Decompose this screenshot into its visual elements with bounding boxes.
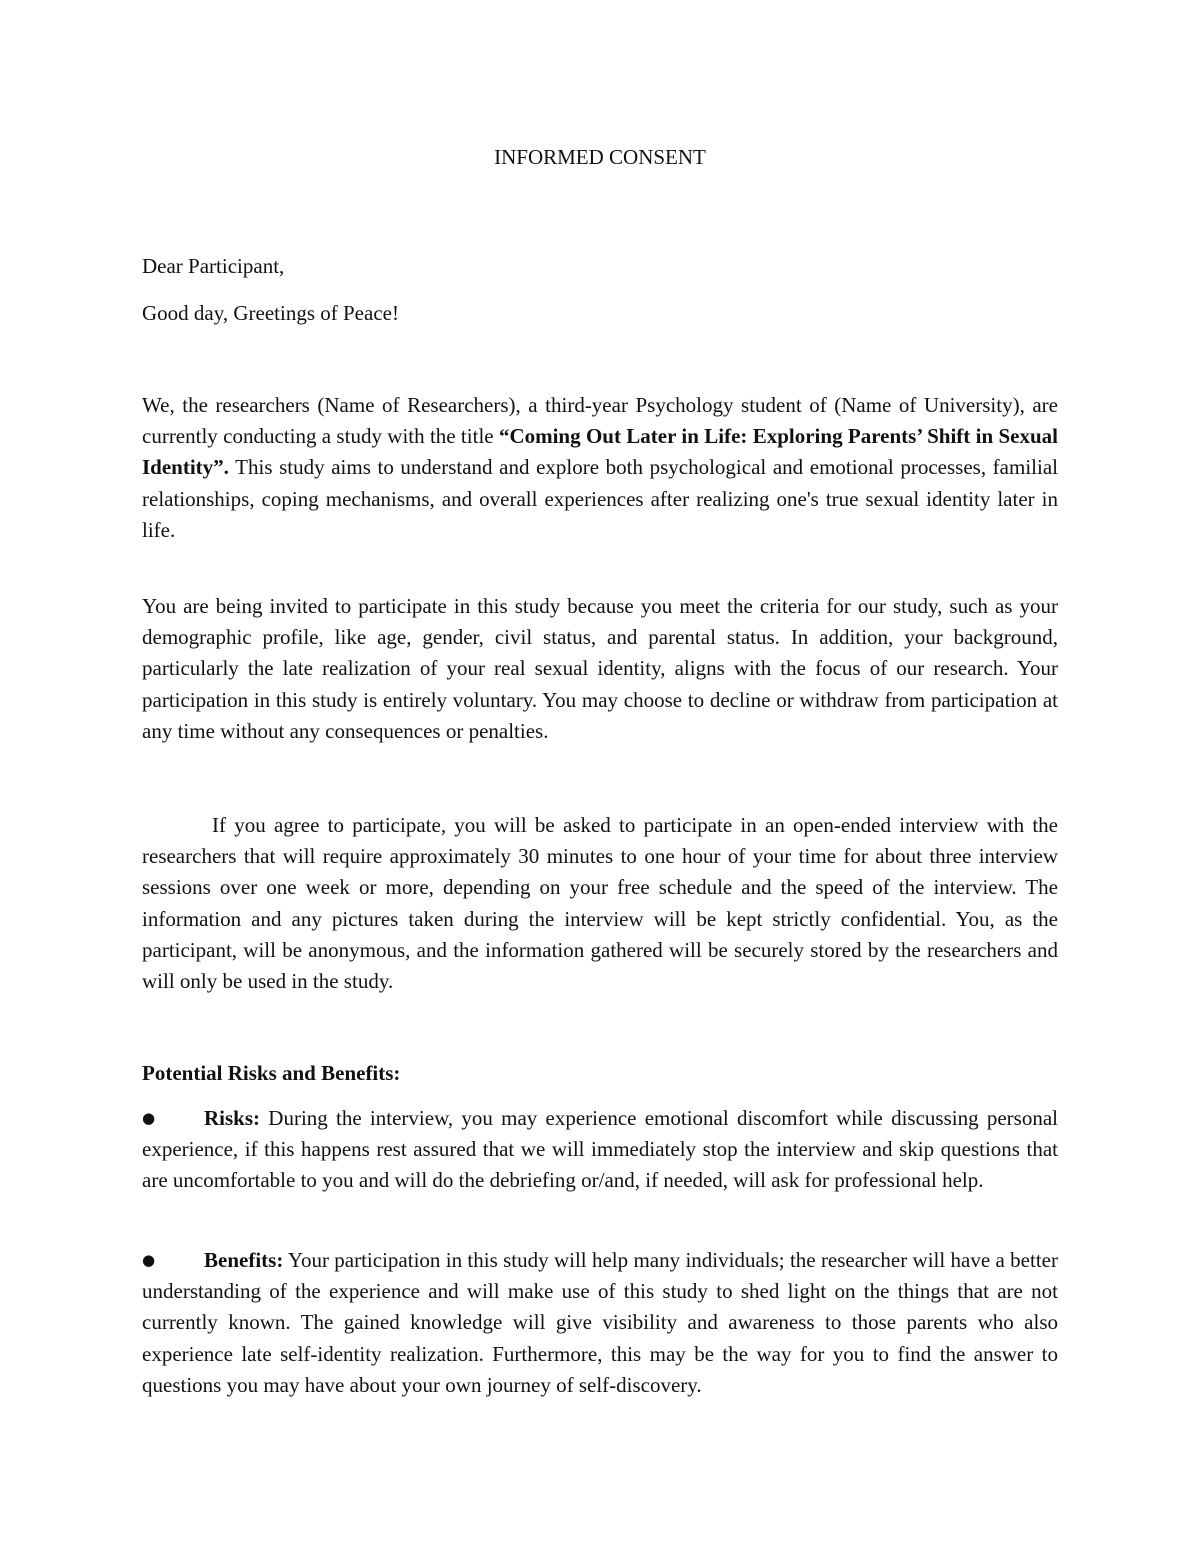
bullet-risks	[142, 1103, 1058, 1197]
bullet-icon: ●	[142, 1251, 156, 1269]
salutation: Dear Participant,	[142, 254, 285, 278]
study-title: “Coming Out Later in Life: Exploring Parents’ Shift in Sexual Identity”.	[142, 424, 1058, 480]
bullet-benefits-label: Benefits:	[204, 1248, 284, 1272]
paragraph-procedure: If you agree to participate, you will be asked to participate in an open-ended interview with the researchers that will require approximately 30 minutes to one hour of your time for about three interview sessions over one week or more, depending on your free schedule and the speed of the interview. The information and any pictures taken during the interview will be kept strictly confidential. You, as the participant, will be anonymous, and the information gathered will be securely stored by the researchers and will only be used in the study.	[142, 813, 1058, 994]
paragraph-invitation: You are being invited to participate in this study because you meet the criteria for our study, such as your demographic profile, like age, gender, civil status, and parental status. In addition, your background, particularly the late realization of your real sexual identity, aligns with the focus of our research. Your participation in this study is entirely voluntary. You may choose to decline or withdraw from participation at any time without any consequences or penalties.	[142, 594, 1058, 743]
bullet-icon: ●	[142, 1109, 156, 1127]
paragraph-study-intro-text: We, the researchers (Name of Researchers), a third-year Psychology student of (Name of University), are currently conducting a study with the title	[142, 393, 1058, 449]
greeting: Good day, Greetings of Peace!	[142, 301, 399, 325]
section-heading-risks-benefits: Potential Risks and Benefits:	[142, 1061, 401, 1085]
bullet-risks-label: Risks:	[204, 1106, 261, 1130]
bullet-risks-text: During the interview, you may experience emotional discomfort while discussing personal experience, if this happens rest assured that we will immediately stop the interview and skip questions that are uncomfortable to you and will do the debriefing or/and, if needed, will ask for professional help.	[142, 1106, 1058, 1193]
document-title: INFORMED CONSENT	[494, 145, 706, 169]
bullet-benefits	[142, 1245, 1058, 1401]
paragraph-study-aims: This study aims to understand and explore both psychological and emotional processes, familial relationships, coping mechanisms, and overall experiences after realizing one's true sexual identity later in life.	[142, 455, 1058, 542]
paragraph-study-intro	[142, 390, 1058, 546]
bullet-benefits-text: Your participation in this study will help many individuals; the researcher will have a better understanding of the experience and will make use of this study to shed light on the things that are not currently known. The gained knowledge will give visibility and awareness to those parents who also experience late self-identity realization. Furthermore, this may be the way for you to find the answer to questions you may have about your own journey of self-discovery.	[142, 1248, 1058, 1397]
